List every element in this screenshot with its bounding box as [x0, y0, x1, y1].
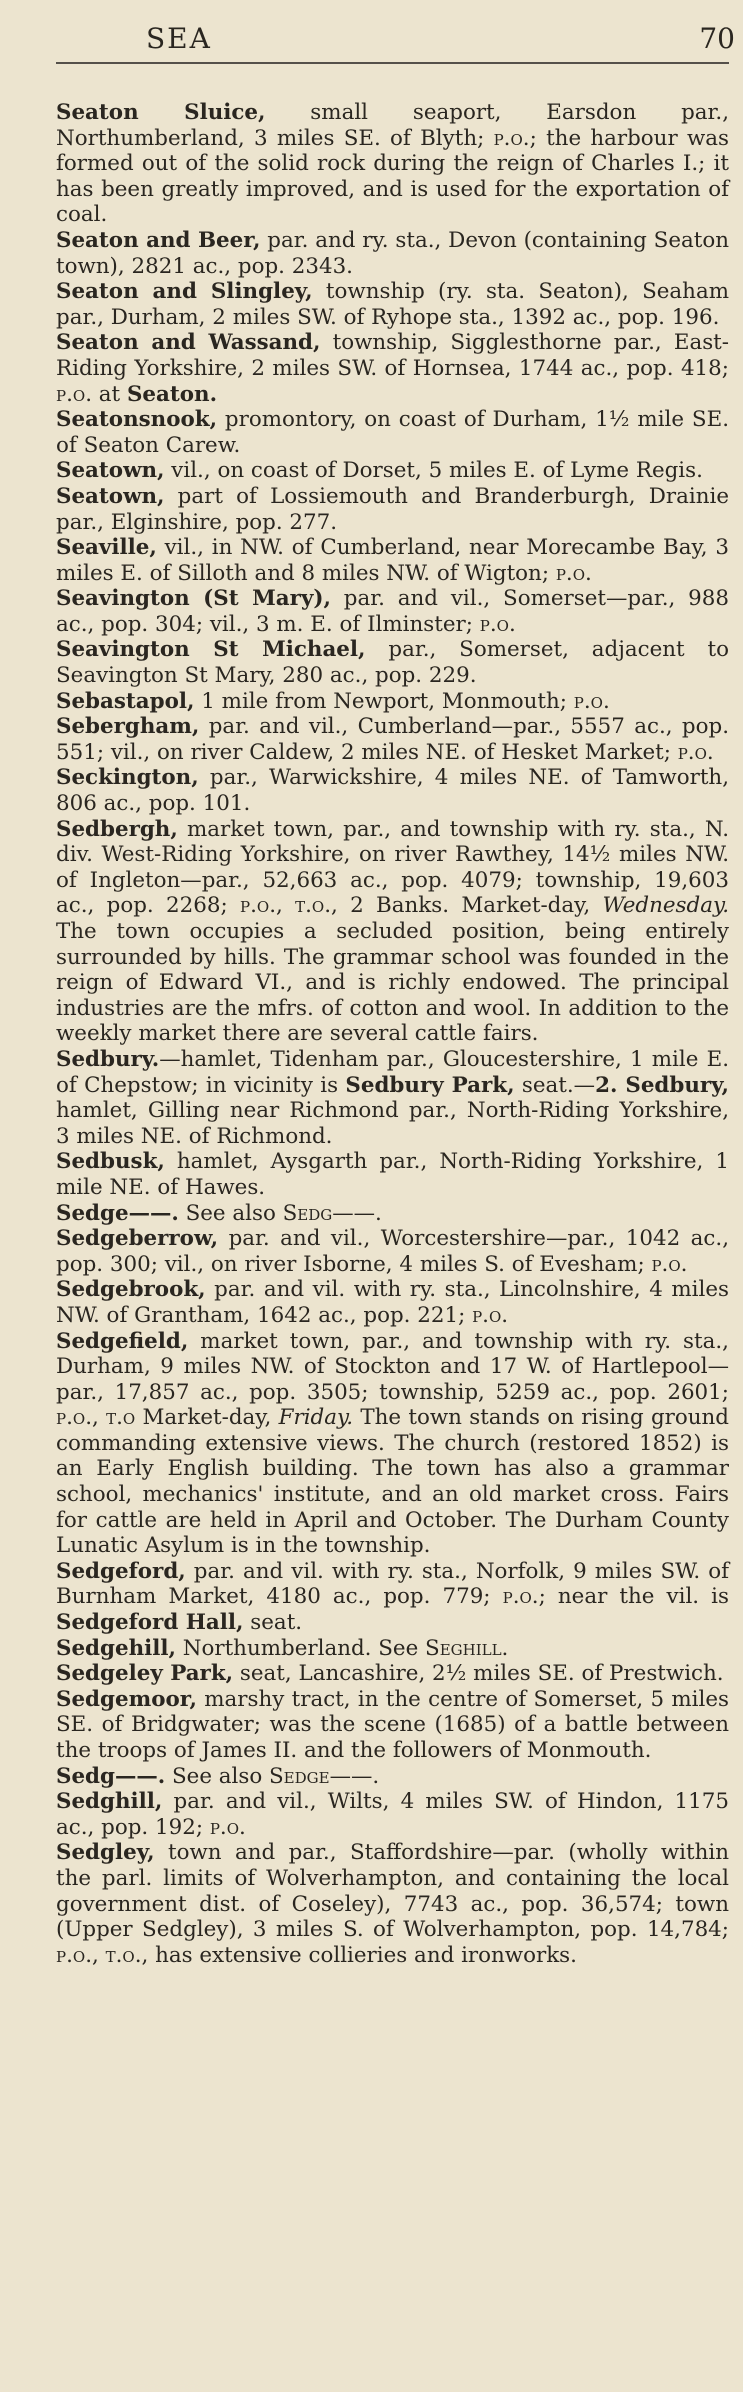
gazetteer-entry [56, 714, 729, 765]
gazetteer-entry [56, 1789, 729, 1840]
gazetteer-entries [56, 100, 729, 1968]
entry-text: par., Somerset, adjacent to Seavington St Mary, 280 ac., pop. 229. [56, 637, 729, 689]
entry-headword: Seatown, [56, 458, 165, 484]
entry-text: marshy tract, in the centre of Somerset, 5 miles SE. of Bridgwater; was the scene (1685) of a battle between the troops of James II. and the followers of Monmouth. [56, 1686, 729, 1763]
entry-headword: Sedbusk, [56, 1149, 165, 1175]
gazetteer-entry [56, 535, 729, 586]
page-number: 70 [699, 22, 735, 55]
entry-text: par. and ry. sta., Devon (containing Seaton town), 2821 ac., pop. 2343. [56, 227, 729, 279]
entry-text: market town, par., and township with ry. sta., N. div. West-Riding Yorkshire, on river Rawthey, 14½ miles NW. of Ingleton—par., 52,663 ac., pop. 4079; township, 19,603 ac., pop. 2268; [56, 816, 729, 919]
gazetteer-entry [56, 1226, 729, 1277]
entry-text: town and par., Staffordshire—par. (wholly within the parl. limits of Wolverhampton, and containing the local government dist. of Coseley), 7743 ac., pop. 36,574; town (Upper Sedgley), 3 miles S. of Wolverhampton, pop. 14,784; [56, 1840, 729, 1943]
entry-text: p.o. [555, 560, 592, 586]
entry-headword: Sedbergh, [56, 816, 178, 842]
entry-text: par. and vil., Worcestershire—par., 1042 ac., pop. 300; vil., on river Isborne, 4 miles S. of Evesham; [56, 1226, 729, 1277]
entry-text: p.o., t.o., [56, 1942, 149, 1968]
gazetteer-entry [56, 1149, 729, 1200]
entry-headword: Sedgehill, [56, 1635, 176, 1661]
gazetteer-entry [56, 407, 729, 458]
gazetteer-entry [56, 1329, 729, 1559]
entry-text: —hamlet, Tidenham par., Gloucestershire, 1 mile E. of Chepstow; in vicinity is [56, 1046, 729, 1098]
entry-text: Northumberland. See [175, 1635, 426, 1661]
entry-text: Market-day, [135, 1405, 279, 1431]
entry-text: Sedg——. [282, 1200, 382, 1226]
entry-text: The town stands on rising ground commanding extensive views. The church (restored 1852) is an Early English building. The town has also a grammar school, mechanics' institute, and an old market cross. Fairs for cattle are held in April and October. The Durham County Lunatic Asylum is in the township. [56, 1405, 729, 1559]
entry-text: market town, par., and township with ry. sta., Durham, 9 miles NW. of Stockton and 17 W. of Hartlepool—par., 17,857 ac., pop. 3505; township, 5259 ac., pop. 2601; [56, 1328, 729, 1405]
gazetteer-entry [56, 279, 729, 330]
entry-headword: Seatown, [56, 483, 165, 509]
entry-headword: Sedg——. [56, 1763, 166, 1789]
gazetteer-entry [56, 1559, 729, 1636]
entry-headword: Seckington, [56, 765, 199, 791]
entry-text: has extensive collieries and ironworks. [148, 1942, 577, 1968]
entry-text: 1 mile from Newport, Monmouth; [194, 688, 574, 714]
gazetteer-entry [56, 765, 729, 816]
page-header [56, 0, 735, 64]
running-head: SEA [146, 22, 212, 55]
gazetteer-entry [56, 1636, 729, 1662]
entry-headword: Seaton and Slingley, [56, 279, 313, 305]
entry-text: vil., in NW. of Cumberland, near Morecambe Bay, 3 miles E. of Silloth and 8 miles NW. of Wigton; [56, 535, 729, 586]
entry-text: par. and vil., Cumberland—par., 5557 ac., pop. 551; vil., on river Caldew, 2 miles NE. of Hesket Market; [56, 714, 729, 765]
entry-text: seat. [243, 1610, 303, 1636]
gazetteer-entry [56, 1201, 729, 1227]
entry-text: p.o. [472, 1302, 509, 1328]
entry-text: par., Warwickshire, 4 miles NE. of Tamworth, 806 ac., pop. 101. [56, 765, 729, 817]
entry-headword: Seavington (St Mary), [56, 586, 331, 612]
gazetteer-entry [56, 689, 729, 715]
gazetteer-entry [56, 484, 729, 535]
entry-headword: Sebastapol, [56, 688, 195, 714]
entry-text: township, Sigglesthorne par., East-Riding Yorkshire, 2 miles SW. of Hornsea, 1744 ac., pop. 418; [56, 330, 729, 381]
entry-headword: Seaton and Wassand, [56, 330, 321, 356]
entry-text: par. and vil. with ry. sta., Norfolk, 9 miles SW. of Burnham Market, 4180 ac., pop. 779; [56, 1558, 729, 1610]
entry-text: 2 Banks. Market-day, [337, 893, 603, 919]
entry-text: at [92, 381, 127, 407]
entry-text: township (ry. sta. Seaton), Seaham par., Durham, 2 miles SW. of Ryhope sta., 1392 ac., pop. 196. [56, 279, 729, 330]
entry-headword: Sedghill, [56, 1789, 163, 1815]
entry-headword: Seaton and Beer, [56, 227, 261, 253]
entry-text: p.o. [677, 739, 714, 765]
gazetteer-entry [56, 1840, 729, 1968]
entry-text: p.o. [56, 381, 92, 407]
entry-headword: Sebergham, [56, 714, 200, 740]
entry-text: Wednesday. [602, 893, 729, 919]
entry-text: p.o. [493, 125, 530, 151]
entry-text: promontory, on coast of Durham, 1½ mile SE. of Seaton Carew. [56, 407, 729, 458]
gazetteer-entry [56, 1764, 729, 1790]
entry-headword: Seaton Sluice, [56, 100, 266, 125]
entry-text: The town occupies a secluded position, being entirely surrounded by hills. The grammar school was founded in the reign of Edward VI., and is richly endowed. The principal industries are the mfrs. of cotton and wool. In addition to the weekly market there are several cattle fairs. [56, 919, 729, 1047]
entry-text: par. and vil. with ry. sta., Lincolnshire, 4 miles NW. of Grantham, 1642 ac., pop. 221; [56, 1277, 729, 1328]
entry-text: seat.— [514, 1072, 596, 1098]
entry-headword: Seavington St Michael, [56, 637, 366, 663]
gazetteer-entry [56, 1047, 729, 1149]
entry-headword: Sedgeley Park, [56, 1661, 234, 1687]
entry-headword: Sedgebrook, [56, 1277, 206, 1303]
entry-text: seat, Lancashire, 2½ miles SE. of Prestwich. [233, 1661, 724, 1687]
entry-headword: Seatonsnook, [56, 407, 218, 433]
entry-headword: Sedgemoor, [56, 1686, 197, 1712]
entry-text: par. and vil., Somerset—par., 988 ac., pop. 304; vil., 3 m. E. of Ilminster; [56, 586, 729, 637]
gazetteer-entry [56, 1277, 729, 1328]
entry-text: p.o. [502, 1584, 539, 1610]
entry-text: See also [165, 1763, 270, 1789]
entry-text: 2. Sedbury, [595, 1072, 729, 1098]
entry-text: Seaton. [126, 381, 218, 407]
entry-headword: Seaville, [56, 535, 157, 561]
gazetteer-entry [56, 637, 729, 688]
entry-text: p.o. [573, 688, 610, 714]
entry-text: vil., on coast of Dorset, 5 miles E. of Lyme Regis. [164, 458, 703, 484]
entry-headword: Sedge——. [56, 1200, 179, 1226]
gazetteer-entry [56, 228, 729, 279]
gazetteer-entry [56, 1687, 729, 1764]
entry-text: See also [178, 1200, 283, 1226]
gazetteer-entry [56, 458, 729, 484]
entry-text: p.o., t.o., [240, 893, 338, 919]
entry-text: part of Lossiemouth and Branderburgh, Drainie par., Elginshire, pop. 277. [56, 483, 729, 535]
gazetteer-entry [56, 330, 729, 407]
gazetteer-entry [56, 1661, 729, 1687]
entry-text: Friday. [278, 1405, 354, 1431]
entry-text: ; near the vil. is [538, 1584, 729, 1610]
gazetteer-entry [56, 100, 729, 228]
entry-text: par. and vil., Wilts, 4 miles SW. of Hindon, 1175 ac., pop. 192; [56, 1789, 729, 1840]
entry-text: p.o. [651, 1251, 688, 1277]
entry-text: Sedbury Park, [345, 1072, 515, 1098]
entry-text: p.o. [209, 1814, 246, 1840]
entry-text: Seghill. [425, 1635, 509, 1661]
entry-text: small seaport, Earsdon par., Northumberland, 3 miles SE. of Blyth; [56, 100, 729, 151]
gazetteer-entry [56, 817, 729, 1047]
gazetteer-entry [56, 586, 729, 637]
entry-text: p.o., t.o [56, 1405, 136, 1431]
entry-headword: Sedgeford, [56, 1558, 186, 1584]
entry-text: ; the harbour was formed out of the solid rock during the reign of Charles I.; it has been greatly improved, and is used for the exportation of coal. [56, 125, 729, 228]
entry-text: Sedge——. [269, 1763, 380, 1789]
entry-headword: Sedgley, [56, 1840, 155, 1866]
entry-text: Sedgeford Hall, [56, 1610, 244, 1636]
entry-text: p.o. [479, 611, 516, 637]
entry-headword: Sedbury. [56, 1046, 160, 1072]
entry-headword: Sedgeberrow, [56, 1226, 219, 1252]
entry-text: hamlet, Gilling near Richmond par., North-Riding Yorkshire, 3 miles NE. of Richmond. [56, 1098, 729, 1149]
entry-text: hamlet, Aysgarth par., North-Riding Yorkshire, 1 mile NE. of Hawes. [56, 1149, 729, 1200]
entry-headword: Sedgefield, [56, 1328, 189, 1354]
